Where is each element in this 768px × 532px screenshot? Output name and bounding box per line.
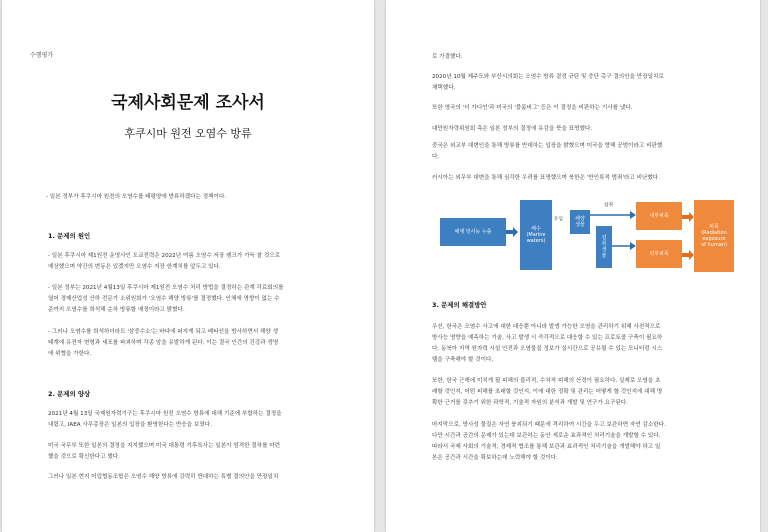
document-title: 국제사회문제 조사서 [111, 93, 265, 113]
document-page-left [2, 0, 374, 532]
body-text: 채택했다. [432, 85, 456, 91]
section2-text: 미국 국무부 또한 일본의 결정을 지지했으며 미국 대통령 기후특사는 일본이 엄격한 절차를 마련 [48, 443, 281, 449]
section2-heading: 2. 문제의 양상 [48, 390, 91, 398]
section1-text: 예상했으며 약간의 변동은 있겠지만 오염수 저장 한계치를 앞두고 있다. [48, 264, 221, 270]
arrow-icon [682, 250, 694, 260]
arrow-icon [506, 227, 518, 237]
external-exposure-box: 외부피폭 [636, 240, 682, 268]
body-text: 로 가결했다. [432, 54, 463, 60]
section3-text: 확한 근거를 갖추기 위한 과학적, 기술적 자원의 분석과 개발 및 연구가 요구된다. [432, 400, 629, 406]
section3-text: 마지막으로, 방사성 물질은 자연 붕괴되기 때문에 격리하여 시간을 두고 보관하면 자연 감소한다. [432, 422, 666, 428]
body-text: 다. [432, 154, 440, 160]
land-life-box: 섭 취 생 물 [596, 226, 612, 268]
section3-text: 우선, 한국은 오염수 사고에 대한 대응뿐 아니라 발생 가능한 오염을 관리하기 위해 사전적으로 [432, 324, 661, 330]
human-exposure-box: 피폭 (Radiation exposure of human) [694, 200, 734, 272]
section2-text: 2021년 4월 13일 국제원자력기구는 후쿠시마 원전 오염수 방류에 대해 기준에 부합하는 결정을 [48, 411, 282, 417]
body-text: 러시아는 외무부 대변을 통해 심각한 우려를 표명했으며 북한은 '반인류적 범죄'라고 비난했다. [432, 175, 660, 181]
section3-text: 방사능 영향을 예측하는 기술, 사고 발생 시 즉각적으로 대응할 수 있는 프로토콜 구축이 필요하 [432, 335, 663, 341]
section2-text: 내렸고, IAEA 사무총장은 일본의 입장을 환영한다는 반응을 보였다. [48, 422, 212, 428]
section1-text: - 일본 후쿠시마 제1원전 운영사인 도쿄전력은 2022년 여름 오염수 저장 탱크가 가득 찰 것으로 [48, 253, 281, 259]
section3-text: 다만 시간과 공간의 문제가 있는데 보관하는 동안 새로운 효과적인 처리기술을 개발할 수 있다. [432, 433, 661, 439]
section1-text: 준까지 오염수를 희석해 순차 방류할 예정이라고 밝혔다. [48, 307, 185, 313]
section3-text: 래할 것인지, 어떤 피해를 초래할 것인지, 이에 대한 정확 및 관리는 어떻게 할 것인지에 대해 명 [432, 389, 663, 395]
leak-source-box: 해제 방사능 누출 [440, 218, 506, 246]
body-text: 대만원자력위원회 측은 일본 정부의 결정에 유감을 뜻을 표명했다. [432, 126, 593, 132]
intake-label: 섭취 [604, 203, 613, 208]
arrow-icon [682, 212, 694, 222]
body-text: 2020년 10월 제주도와 부산시의회는 오염수 방류 결정 규탄 및 중단 촉구 결의안을 만장일치로 [432, 74, 664, 80]
section3-text: 따라서 국제 사회의 기술적, 경제적 협조를 통해 보관과 효과적인 처리기술을 개발해야 하고 일 [432, 444, 661, 450]
section1-text: 태계에 유전자 변형과 세포를 파괴하며 각종 암을 유발하게 된다. 이는 결국 인간의 건강과 생명 [48, 340, 279, 346]
document-page-right [386, 0, 760, 532]
section2-text: 했을 것으로 확신한다고 했다. [48, 454, 120, 460]
radiation-flow-diagram [440, 198, 740, 280]
intro-text: - 일본 정부가 후쿠시마 원전의 오염수를 태평양에 방류하겠다는 정책이다. [46, 194, 227, 200]
section3-text: 또한, 한국 근해에 미치게 될 피해의 물리적, 수치적 피해의 산정이 필요하다. 실제로 오염을 초 [432, 378, 661, 384]
section1-text: 열어 경제산업성 산하 전문가 소위원회가 '오염수 해양 방류'를 결정했다. 인체에 영향이 없는 수 [48, 296, 280, 302]
section3-heading: 3. 문제의 해결방안 [432, 301, 487, 309]
section2-text: 그러나 일본 현지 어업협동조합은 오염수 해양 방류에 강력히 반대하는 특별 결의안을 만장일치 [48, 474, 279, 480]
marine-life-box: 해양 생물 [570, 210, 590, 234]
body-text: 또한 영국의 '더 가디언'과 미국의 '블룸버그' 등은 이 결정을 비판하는 기사를 냈다. [432, 105, 633, 111]
section3-text: 본은 공간과 시간을 확보하는데 노력해야 할 것이다. [432, 455, 558, 461]
marine-waters-box: 해수 (Marine waters) [520, 200, 552, 270]
section1-text: 에 위협을 가한다. [48, 351, 92, 357]
section1-text: - 일본 정부는 2021년 4월13일 후쿠시마 제1원전 오염수 처리 방법을 결정하는 관계 각료회의를 [48, 285, 284, 291]
section3-text: 다. 동북아 지역 원자력 시설 안전과 오염물질 정보가 실시간으로 공유될 수 있는 모니터링 시스 [432, 346, 663, 352]
section3-text: 템을 구축해야 할 것이다. [432, 357, 494, 363]
assignment-label: 수행평가 [30, 52, 54, 59]
body-text: 중국은 외교부 대변인을 통해 방류를 반대하는 입장을 밝혔으며 미국을 향해 공범이라고 비판했 [432, 143, 663, 149]
document-subtitle: 후쿠시마 원전 오염수 방류 [124, 127, 252, 140]
section1-text: - 그러나 오염수를 희석하더라도 '삼중수소'는 바다에 퍼지게 되고 베타선을 방사하면서 해양 생 [48, 329, 278, 335]
internal-exposure-box: 내부피폭 [636, 202, 682, 230]
arrow-icon [590, 211, 636, 219]
inflow-label: 유입 [554, 217, 563, 222]
arrow-icon [612, 242, 636, 250]
section1-heading: 1. 문제의 원인 [48, 232, 91, 240]
